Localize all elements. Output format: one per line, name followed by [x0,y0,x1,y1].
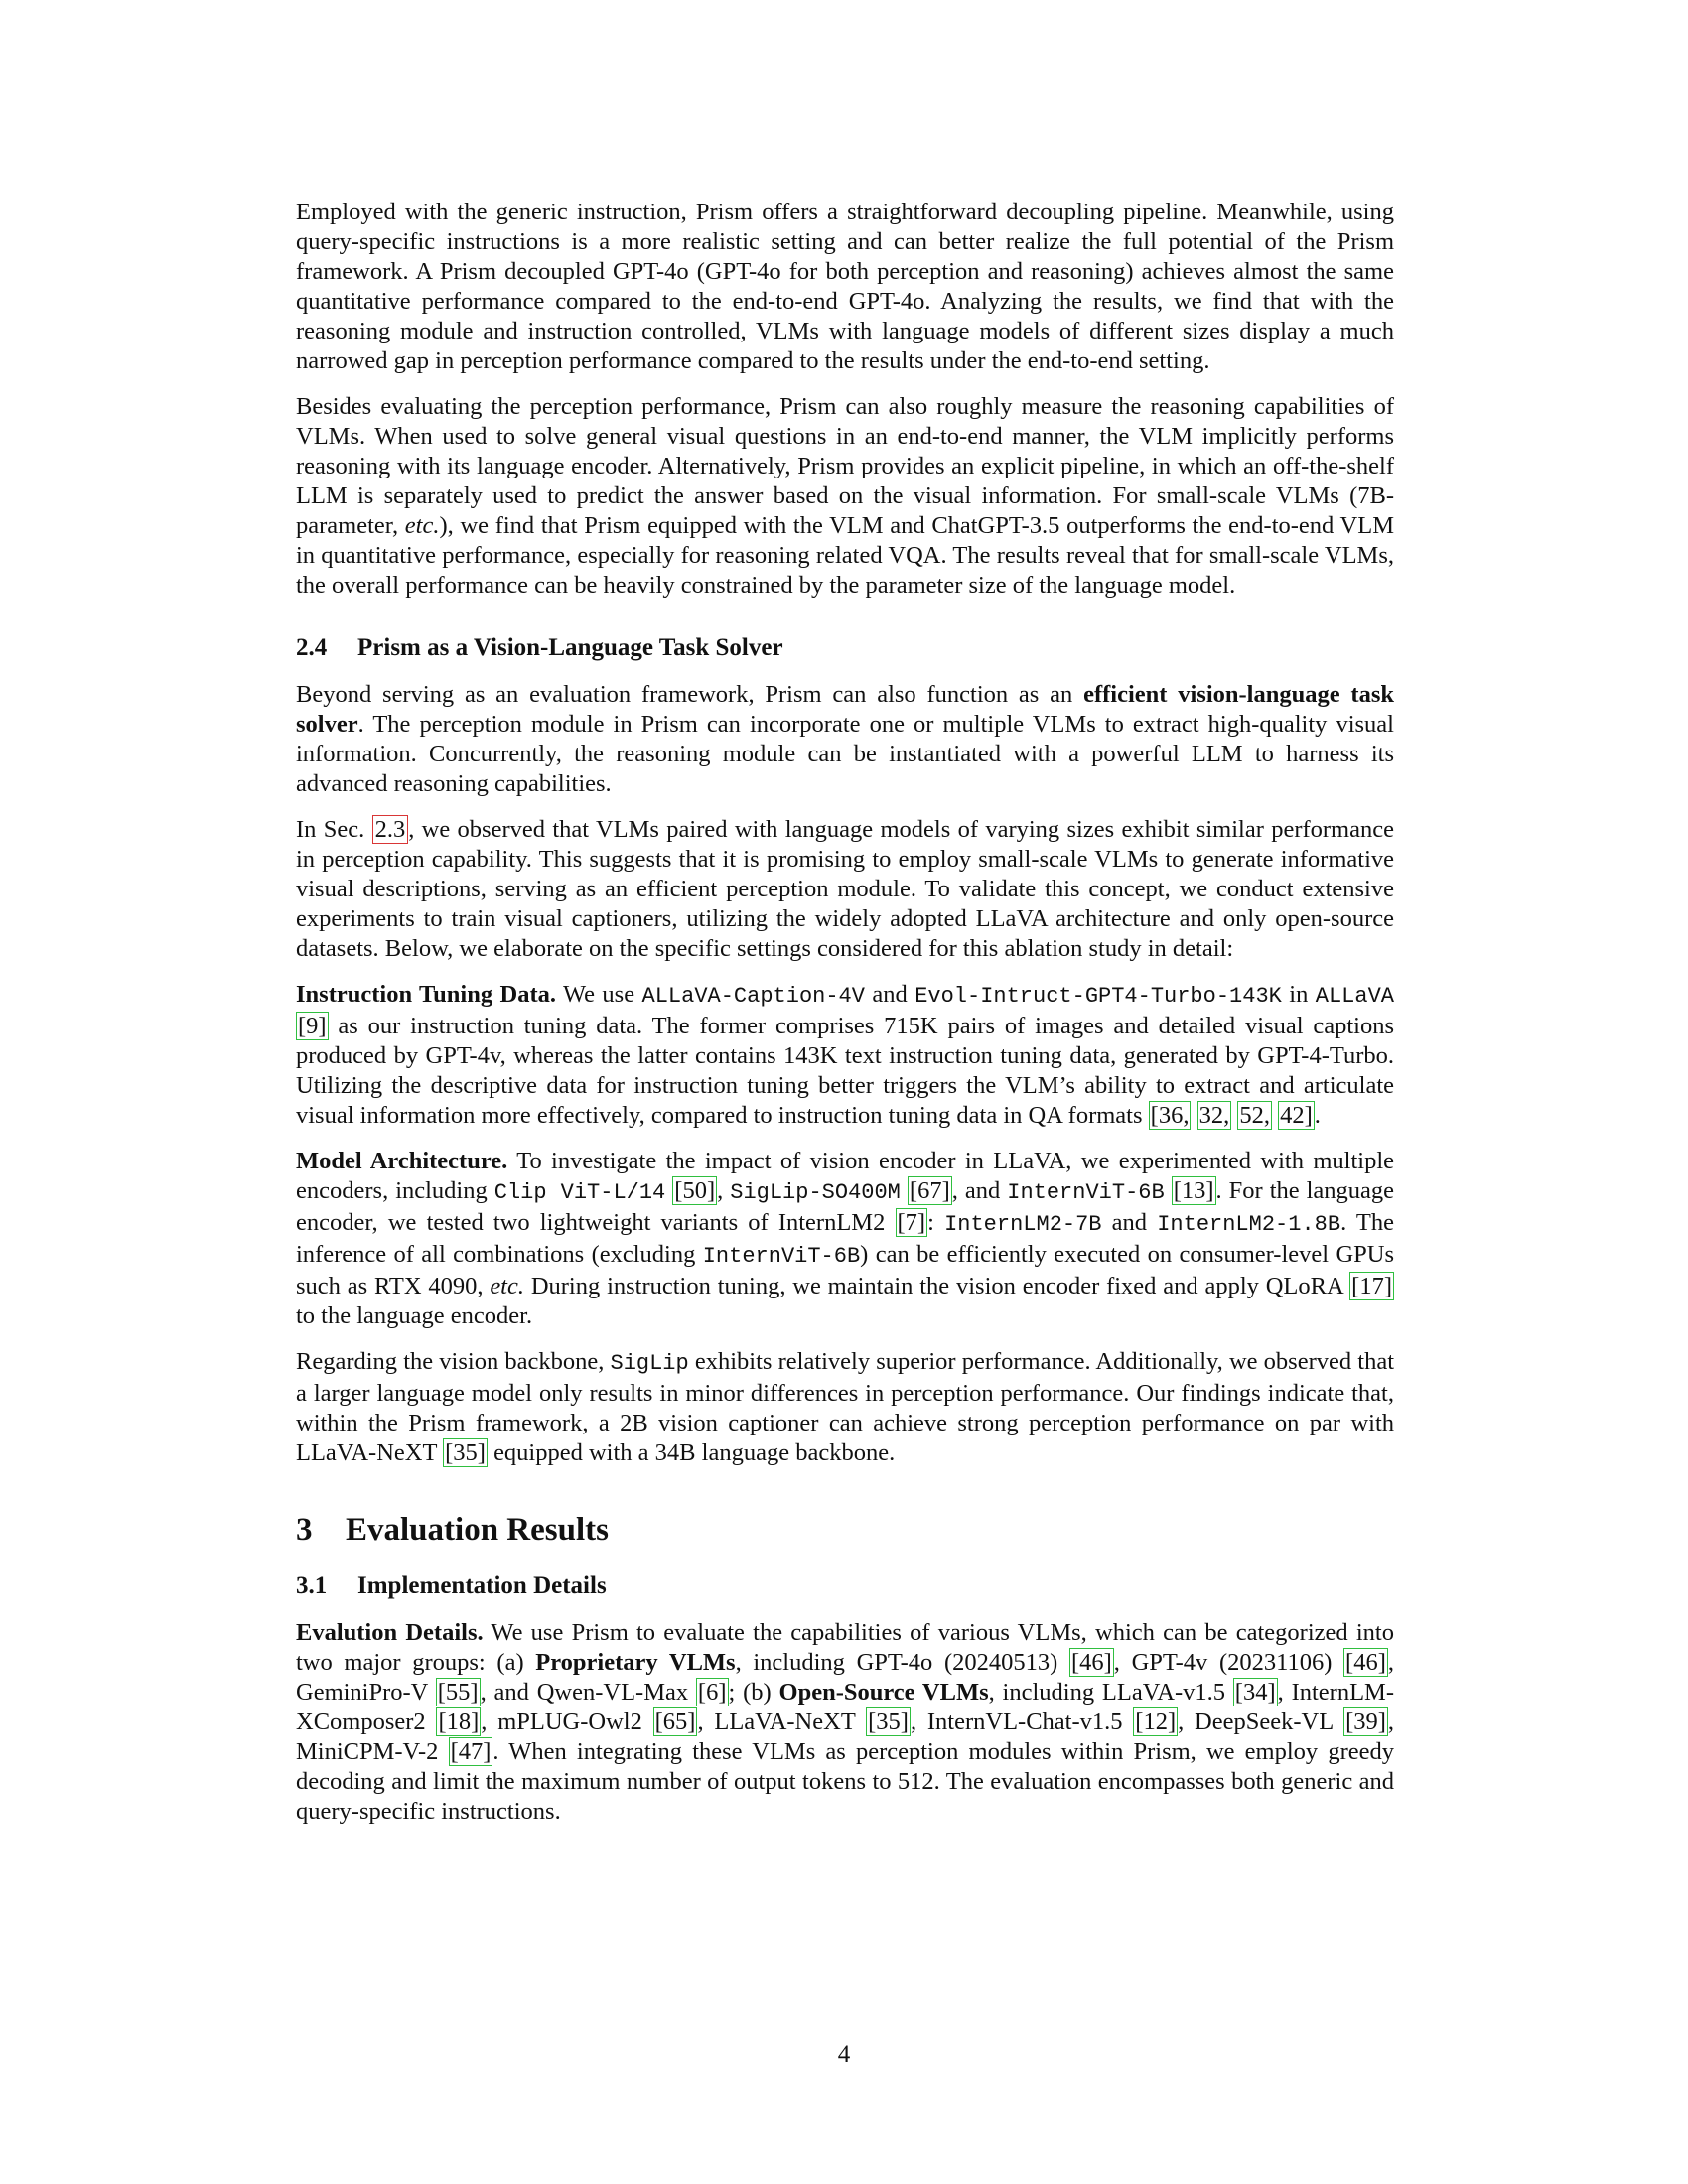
section-number: 3.1 [296,1572,328,1599]
citation-link[interactable]: [36, [1150,1102,1190,1129]
section-number: 3 [296,1512,313,1548]
paragraph-evaluation-details [296,1618,1394,1827]
text: , InternLM-XComposer2 [296,1679,1394,1735]
code-text: InternViT-6B [702,1244,861,1269]
text: : [927,1209,945,1236]
section-title: Implementation Details [357,1572,607,1599]
text: . When integrating these VLMs as perception modules within Prism, we employ greedy decoding and limit the maximum number of output tokens to 512. The evaluation encompasses both generic and query-specific instructions. [296,1738,1394,1825]
text: . The inference of all combinations (excluding [296,1209,1394,1268]
text: , MiniCPM-V-2 [296,1708,1395,1765]
citation-link[interactable]: 42] [1280,1102,1313,1129]
paragraph-text: ), we find that Prism equipped with the VLM and ChatGPT-3.5 outperforms the end-to-end VLM in quantitative performance, especially for reasoning related VQA. The results reveal that for small-scale VLMs, the overall performance can be heavily constrained by the parameter size of the language model. [296,512,1394,599]
text: as our instruction tuning data. The former comprises 715K pairs of images and detailed visual captions produced by GPT-4v, whereas the latter contains 143K text instruction tuning data, generated by GPT-4-Turbo. Utilizing the descriptive data for instruction tuning better triggers the VLM’s ability to extract and articulate visual information more effectively, compared to instruction tuning data in QA formats [296,1013,1394,1129]
citation-link[interactable]: [67] [909,1177,950,1204]
citation-link[interactable]: [35] [868,1708,909,1735]
text: ; (b) [728,1679,779,1706]
text: , [717,1177,731,1204]
text: and [1101,1209,1158,1236]
paragraph-text: Beyond serving as an evaluation framework, Prism can also function as an [296,681,1084,708]
page-number: 4 [837,2041,851,2068]
bold-text: efficient vision-language task solver [296,681,1394,738]
text: ) can be efficiently executed on consumer-level GPUs such as RTX 4090, [296,1241,1394,1299]
section-heading-3 [296,1512,1394,1549]
citation-link[interactable]: 52, [1239,1102,1270,1129]
paragraph-reasoning [296,392,1394,601]
text: , InternVL-Chat-v1.5 [910,1708,1134,1735]
citation-link[interactable]: [55] [437,1679,479,1706]
text: . [1314,1102,1321,1129]
paragraph-task-solver [296,680,1394,799]
text: exhibits relatively superior performance. Additionally, we observed that a larger language model only results in minor differences in perception performance. Our findings indicate that, within the Prism framework, a 2B vision captioner can achieve strong perception performance on par with LLaVA-NeXT [296,1348,1394,1466]
paragraph-text: In Sec. [296,816,372,843]
code-text: Clip ViT-L/14 [493,1180,666,1205]
text: We use Prism to evaluate the capabilities of various VLMs, which can be categorized into two major groups: (a) [296,1619,1394,1676]
citation-link[interactable]: [17] [1351,1273,1392,1299]
paragraph-sec-ref [296,815,1394,964]
paragraph-text: . The perception module in Prism can incorporate one or multiple VLMs to extract high-quality visual information. Concurrently, the reasoning module can be instantiated with a powerful LLM to harness its advanced reasoning capabilities. [296,711,1394,797]
citation-link[interactable]: [18] [438,1708,480,1735]
code-text: ALLaVA [1315,984,1394,1009]
section-title: Prism as a Vision-Language Task Solver [357,634,783,661]
citation-link[interactable]: [47] [450,1738,492,1765]
citation-link[interactable]: [7] [897,1209,926,1236]
run-in-heading: Evalution Details. [296,1619,484,1646]
text: , including LLaVA-v1.5 [988,1679,1233,1706]
italic-etc: etc. [404,512,440,539]
text: , including GPT-4o (20240513) [735,1649,1069,1676]
citation-link[interactable]: [46] [1070,1649,1112,1676]
bold-text: Proprietary VLMs [535,1649,736,1676]
code-text: InternLM2-1.8B [1157,1212,1341,1237]
text: Regarding the vision backbone, [296,1348,611,1375]
section-title: Evaluation Results [346,1512,609,1548]
citation-link[interactable]: [34] [1234,1679,1276,1706]
citation-link[interactable]: [65] [654,1708,696,1735]
code-text: InternLM2-7B [944,1212,1102,1237]
text: , GPT-4v (20231106) [1113,1649,1344,1676]
code-text: ALLaVA-Caption-4V [641,984,865,1009]
page-body [296,198,1394,1843]
citation-link[interactable]: [13] [1173,1177,1214,1204]
text: , mPLUG-Owl2 [481,1708,653,1735]
section-reference-link[interactable]: 2.3 [372,815,409,844]
paragraph-vision-backbone [296,1347,1394,1468]
paragraph-text: , we observed that VLMs paired with language models of varying sizes exhibit similar performance in perception capability. This suggests that it is promising to employ small-scale VLMs to generate informative visual descriptions, serving as an efficient perception module. To validate this concept, we conduct extensive experiments to train visual captioners, utilizing the widely adopted LLaVA architecture and only open-source datasets. Below, we elaborate on the specific settings considered for this ablation study in detail: [296,816,1394,962]
text: , and [951,1177,1008,1204]
text: During instruction tuning, we maintain the vision encoder fixed and apply QLoRA [524,1273,1350,1299]
bold-text: Open-Source VLMs [778,1679,989,1706]
text: We use [555,981,642,1008]
citation-link[interactable]: [39] [1345,1708,1386,1735]
section-number: 2.4 [296,634,328,661]
citation-link[interactable]: [9] [298,1013,327,1039]
citation-link[interactable]: [46] [1345,1649,1386,1676]
paragraph-text: Besides evaluating the perception performance, Prism can also roughly measure the reasoning capabilities of VLMs. When used to solve general visual questions in an end-to-end manner, the VLM implicitly performs reasoning with its language encoder. Alternatively, Prism provides an explicit pipeline, in which an off-the-shelf LLM is separately used to predict the answer based on the visual information. For small-scale VLMs (7B-parameter, [296,393,1394,539]
run-in-heading: Instruction Tuning Data. [296,981,556,1008]
text: equipped with a 34B language backbone. [487,1439,896,1466]
section-heading-2-4 [296,634,1394,662]
paragraph-decoupling [296,198,1394,376]
paragraph-text: Employed with the generic instruction, Prism offers a straightforward decoupling pipeline. Meanwhile, using query-specific instructions is a more realistic setting and can better realize the full potential of the Prism framework. A Prism decoupled GPT-4o (GPT-4o for both perception and reasoning) achieves almost the same quantitative performance compared to the end-to-end GPT-4o. Analyzing the results, we find that with the reasoning module and instruction controlled, VLMs with language models of different sizes display a much narrowed gap in perception performance compared to the results under the end-to-end setting. [296,199,1394,374]
paragraph-instruction-tuning [296,980,1394,1131]
text: , GeminiPro-V [296,1649,1394,1706]
citation-link[interactable]: 32, [1198,1102,1230,1129]
text: and [864,981,915,1008]
text: , LLaVA-NeXT [697,1708,867,1735]
italic-etc: etc. [490,1273,524,1299]
citation-link[interactable]: [6] [697,1679,727,1706]
text: To investigate the impact of vision encoder in LLaVA, we experimented with multiple encoders, including [296,1148,1394,1204]
code-text: SigLip-SO400M [730,1180,901,1205]
citation-link[interactable]: [12] [1135,1708,1177,1735]
text: in [1281,981,1316,1008]
run-in-heading: Model Architecture. [296,1148,508,1174]
text: , DeepSeek-VL [1178,1708,1344,1735]
paragraph-model-architecture [296,1147,1394,1331]
text: , and Qwen-VL-Max [480,1679,696,1706]
code-text: SigLip [610,1351,689,1376]
section-heading-3-1 [296,1572,1394,1600]
text: . For the language encoder, we tested two lightweight variants of InternLM2 [296,1177,1395,1236]
text: to the language encoder. [296,1302,533,1329]
citation-link[interactable]: [50] [674,1177,716,1204]
code-text: Evol-Intruct-GPT4-Turbo-143K [914,984,1282,1009]
code-text: InternViT-6B [1007,1180,1165,1205]
citation-link[interactable]: [35] [445,1439,486,1466]
